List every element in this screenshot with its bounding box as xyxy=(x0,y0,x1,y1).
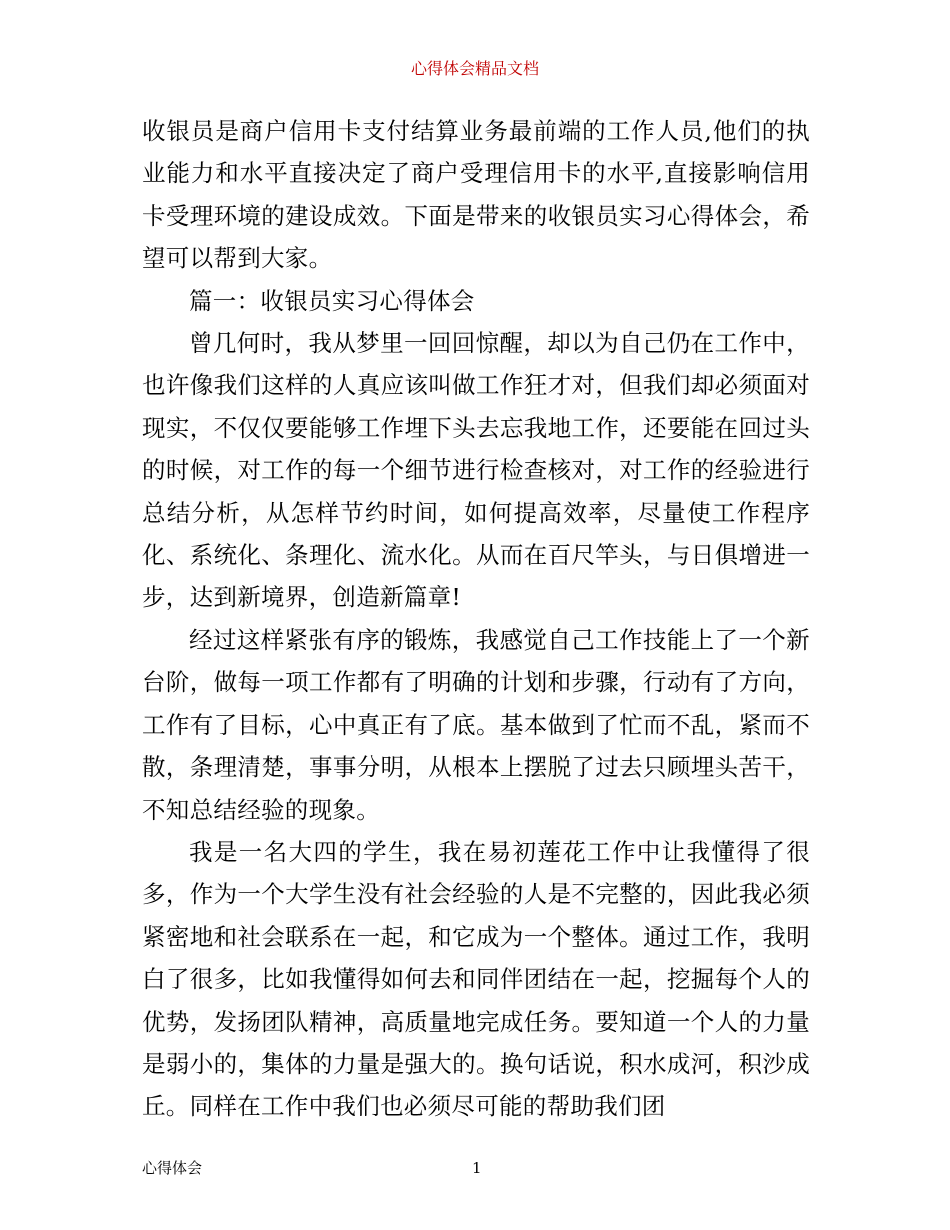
body-paragraph: 我是一名大四的学生，我在易初莲花工作中让我懂得了很多，作为一个大学生没有社会经验的人是不完整的，因此我必须紧密地和社会联系在一起，和它成为一个整体。通过工作，我明白了很多，比如我懂得如何去和同伴团结在一起，挖掘每个人的优势，发扬团队精神，高质量地完成任务。要知道一个人的力量是弱小的，集体的力量是强大的。换句话说，积水成河，积沙成丘。同样在工作中我们也必须尽可能的帮助我们团 xyxy=(142,837,810,1121)
page-number: 1 xyxy=(472,1159,482,1177)
page-header-title: 心得体会精品文档 xyxy=(410,59,539,78)
section-heading: 篇一：收银员实习心得体会 xyxy=(189,286,475,315)
body-paragraph: 经过这样紧张有序的锻炼，我感觉自己工作技能上了一个新台阶，做每一项工作都有了明确的计划和步骤，行动有了方向，工作有了目标，心中真正有了底。基本做到了忙而不乱，紧而不散，条理清楚，事事分明，从根本上摆脱了过去只顾埋头苦干，不知总结经验的现象。 xyxy=(142,625,810,824)
page-footer xyxy=(142,1158,810,1178)
intro-paragraph: 收银员是商户信用卡支付结算业务最前端的工作人员,他们的执业能力和水平直接决定了商户受理信用卡的水平,直接影响信用卡受理环境的建设成效。下面是带来的收银员实习心得体会，希望可以帮到大家。 xyxy=(142,117,810,273)
footer-label: 心得体会 xyxy=(142,1159,203,1177)
body-paragraph: 曾几何时，我从梦里一回回惊醒，却以为自己仍在工作中，也许像我们这样的人真应该叫做工作狂才对，但我们却必须面对现实，不仅仅要能够工作埋下头去忘我地工作，还要能在回过头的时候，对工作的每一个细节进行检查核对，对工作的经验进行总结分析，从怎样节约时间，如何提高效率，尽量使工作程序化、系统化、条理化、流水化。从而在百尺竿头，与日俱增进一步，达到新境界，创造新篇章! xyxy=(142,329,810,612)
document-body xyxy=(142,110,810,1128)
